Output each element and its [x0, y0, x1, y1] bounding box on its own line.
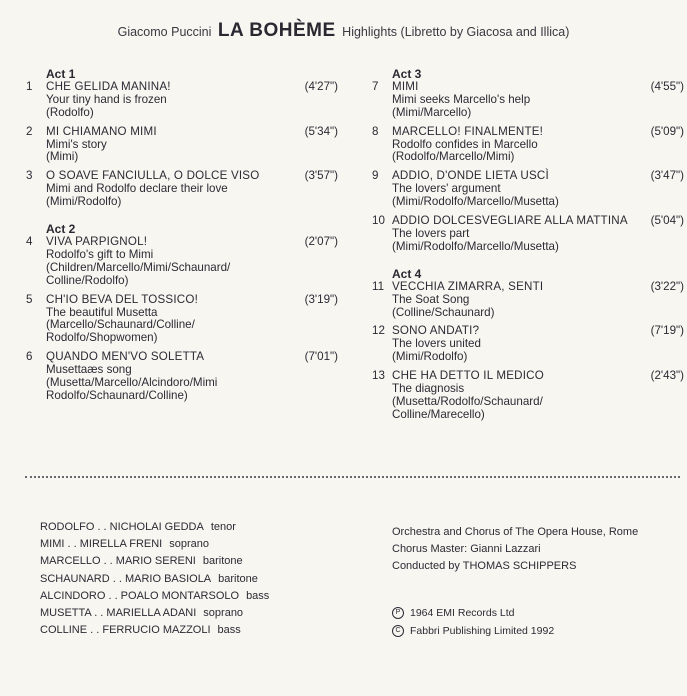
track-number: 8: [372, 124, 379, 138]
track-duration: (4'55"): [650, 79, 684, 93]
track-details: [392, 215, 645, 254]
credit-line: Orchestra and Chorus of The Opera House, Rome: [392, 526, 639, 538]
track-row: [26, 351, 338, 403]
cast-member: [40, 622, 269, 639]
track-description: (Marcello/Schaunard/Colline/: [46, 318, 195, 332]
opera-title: LA BOHÈME: [217, 20, 336, 41]
track-description: Your tiny hand is frozen: [46, 92, 167, 106]
track-details: [46, 170, 299, 209]
track-description: (Mimi/Marcello): [392, 105, 472, 119]
composer-name: Giacomo Puccini: [117, 25, 212, 39]
track-row: [26, 126, 338, 165]
track-description: Rodolfo/Schaunard/Colline): [46, 388, 188, 402]
cast-role: MARCELLO . . MARIO SERENI: [40, 555, 196, 568]
cast-list: [40, 519, 269, 639]
track-row: [26, 294, 338, 346]
legal-text: Fabbri Publishing Limited 1992: [410, 625, 555, 637]
track-duration: (3'19"): [304, 292, 338, 306]
track-title: O SOAVE FANCIULLA, O DOLCE VISO: [46, 169, 260, 183]
track-row: [372, 170, 684, 209]
act-heading: Act 3: [392, 67, 422, 81]
cast-voice: baritone: [218, 572, 258, 585]
track-title: CHE GELIDA MANINA!: [46, 79, 171, 93]
act-heading: Act 2: [46, 222, 76, 237]
track-duration: (7'19"): [650, 324, 684, 338]
track-details: [392, 325, 645, 364]
track-number: 12: [372, 324, 385, 338]
copyright-icon: C: [392, 625, 404, 637]
track-row: [372, 81, 684, 120]
track-duration: (2'07"): [304, 234, 338, 248]
track-duration: (4'27"): [304, 79, 338, 93]
dotted-divider: [25, 476, 680, 478]
track-description: (Mimi/Rodolfo): [392, 350, 468, 364]
tracklist-right: [372, 68, 684, 428]
cast-voice: bass: [246, 589, 270, 602]
track-title: CH'IO BEVA DEL TOSSICO!: [46, 292, 198, 306]
cast-role: COLLINE . . FERRUCIO MAZZOLI: [40, 624, 211, 637]
track-description: (Mimi/Rodolfo/Marcello/Musetta): [392, 239, 559, 253]
track-description: Musettaæs song: [46, 363, 132, 377]
track-number: 7: [372, 79, 379, 93]
cast-member: [40, 519, 269, 536]
legal-line: [392, 604, 554, 622]
track-description: Mimi and Rodolfo declare their love: [46, 182, 228, 196]
track-row: [372, 281, 684, 320]
credit-line: Conducted by THOMAS SCHIPPERS: [392, 560, 577, 573]
track-duration: (5'34"): [304, 124, 338, 138]
track-description: (Musetta/Marcello/Alcindoro/Mimi: [46, 376, 218, 390]
track-title: ADDIO DOLCESVEGLIARE ALLA MATTINA: [392, 214, 628, 228]
track-description: (Mimi/Rodolfo): [46, 195, 122, 209]
phonogram-icon: P: [392, 607, 404, 619]
track-duration: (7'01"): [304, 350, 338, 364]
track-title: CHE HA DETTO IL MEDICO: [392, 369, 544, 383]
track-duration: (5'09"): [650, 124, 684, 138]
legal-text: 1964 EMI Records Ltd: [410, 607, 515, 619]
track-details: [46, 351, 299, 403]
header-subtitle: Highlights (Libretto by Giacosa and Illica): [342, 25, 570, 39]
track-duration: (3'57"): [304, 169, 338, 183]
cast-voice: bass: [217, 624, 241, 637]
track-title: VECCHIA ZIMARRA, SENTI: [392, 279, 544, 293]
track-number: 6: [26, 350, 33, 364]
track-number: 5: [26, 292, 33, 306]
track-description: (Children/Marcello/Mimi/Schaunard/: [46, 260, 231, 274]
cast-member: [40, 571, 269, 588]
track-title: SONO ANDATI?: [392, 324, 480, 338]
track-duration: (2'43"): [650, 369, 684, 383]
track-title: MI CHIAMANO MIMI: [46, 124, 157, 138]
cast-voice: soprano: [169, 538, 210, 551]
track-row: [26, 170, 338, 209]
track-details: [392, 281, 645, 320]
track-number: 2: [26, 124, 33, 138]
cast-member: [40, 605, 269, 622]
track-number: 9: [372, 169, 379, 183]
track-description: (Colline/Schaunard): [392, 305, 495, 319]
track-description: The Soat Song: [392, 292, 470, 306]
cast-role: SCHAUNARD . . MARIO BASIOLA: [40, 572, 212, 585]
act-heading: Act 1: [46, 67, 76, 81]
track-description: Rodolfo's gift to Mimi: [46, 247, 154, 261]
track-details: [392, 370, 645, 422]
track-number: 11: [372, 279, 385, 293]
track-details: [392, 170, 645, 209]
track-description: Colline/Rodolfo): [46, 273, 129, 287]
track-number: 10: [372, 214, 385, 228]
track-duration: (3'22"): [650, 279, 684, 293]
track-row: [372, 126, 684, 165]
track-description: Colline/Marecello): [392, 407, 485, 421]
track-description: The lovers part: [392, 226, 470, 240]
track-details: [392, 81, 645, 120]
track-description: The lovers united: [392, 337, 481, 351]
track-description: Mimi seeks Marcello's help: [392, 92, 531, 106]
track-details: [46, 236, 299, 288]
track-description: (Mimi/Rodolfo/Marcello/Musetta): [392, 195, 559, 209]
track-description: The beautiful Musetta: [46, 305, 158, 319]
track-number: 4: [26, 234, 33, 248]
track-row: [372, 370, 684, 422]
track-details: [46, 126, 299, 165]
credit-line: Chorus Master: Gianni Lazzari: [392, 543, 541, 556]
track-title: ADDIO, D'ONDE LIETA USCÌ: [392, 169, 549, 183]
track-details: [46, 294, 299, 346]
cast-role: ALCINDORO . . POALO MONTARSOLO: [40, 589, 240, 602]
track-description: The lovers' argument: [392, 182, 501, 196]
track-description: (Rodolfo): [46, 105, 94, 119]
track-description: (Musetta/Rodolfo/Schaunard/: [392, 394, 543, 408]
track-description: Mimi's story: [46, 137, 107, 151]
track-title: QUANDO MEN'VO SOLETTA: [46, 350, 205, 364]
cast-role: MUSETTA . . MARIELLA ADANI: [40, 607, 197, 620]
track-row: [26, 81, 338, 120]
track-details: [392, 126, 645, 165]
cast-member: [40, 588, 269, 605]
copyright-notices: [392, 604, 554, 640]
track-row: [372, 215, 684, 254]
track-description: The diagnosis: [392, 382, 465, 396]
track-description: Rodolfo confides in Marcello: [392, 137, 538, 151]
track-duration: (3'47"): [650, 169, 684, 183]
cast-member: [40, 536, 269, 553]
legal-line: [392, 622, 554, 640]
performance-credits: [392, 524, 638, 576]
page-header: [0, 20, 687, 42]
track-number: 13: [372, 369, 385, 383]
cast-voice: baritone: [202, 555, 243, 568]
cast-role: MIMI . . MIRELLA FRENI: [40, 538, 163, 551]
track-row: [372, 325, 684, 364]
track-details: [46, 81, 299, 120]
track-number: 1: [26, 79, 33, 93]
tracklist-left: [26, 68, 338, 409]
track-description: (Rodolfo/Marcello/Mimi): [392, 150, 515, 164]
cast-voice: tenor: [210, 521, 236, 533]
track-title: VIVA PARPIGNOL!: [46, 234, 148, 248]
cast-role: RODOLFO . . NICHOLAI GEDDA: [40, 521, 204, 533]
track-description: (Mimi): [46, 150, 79, 164]
cast-member: [40, 553, 269, 570]
track-title: MARCELLO! FINALMENTE!: [392, 124, 544, 138]
act-heading: Act 4: [392, 266, 422, 281]
track-title: MIMI: [392, 79, 419, 93]
track-number: 3: [26, 169, 33, 183]
cast-voice: soprano: [203, 607, 244, 620]
track-description: Rodolfo/Shopwomen): [46, 331, 158, 345]
track-row: [26, 236, 338, 288]
track-duration: (5'04"): [650, 214, 684, 228]
